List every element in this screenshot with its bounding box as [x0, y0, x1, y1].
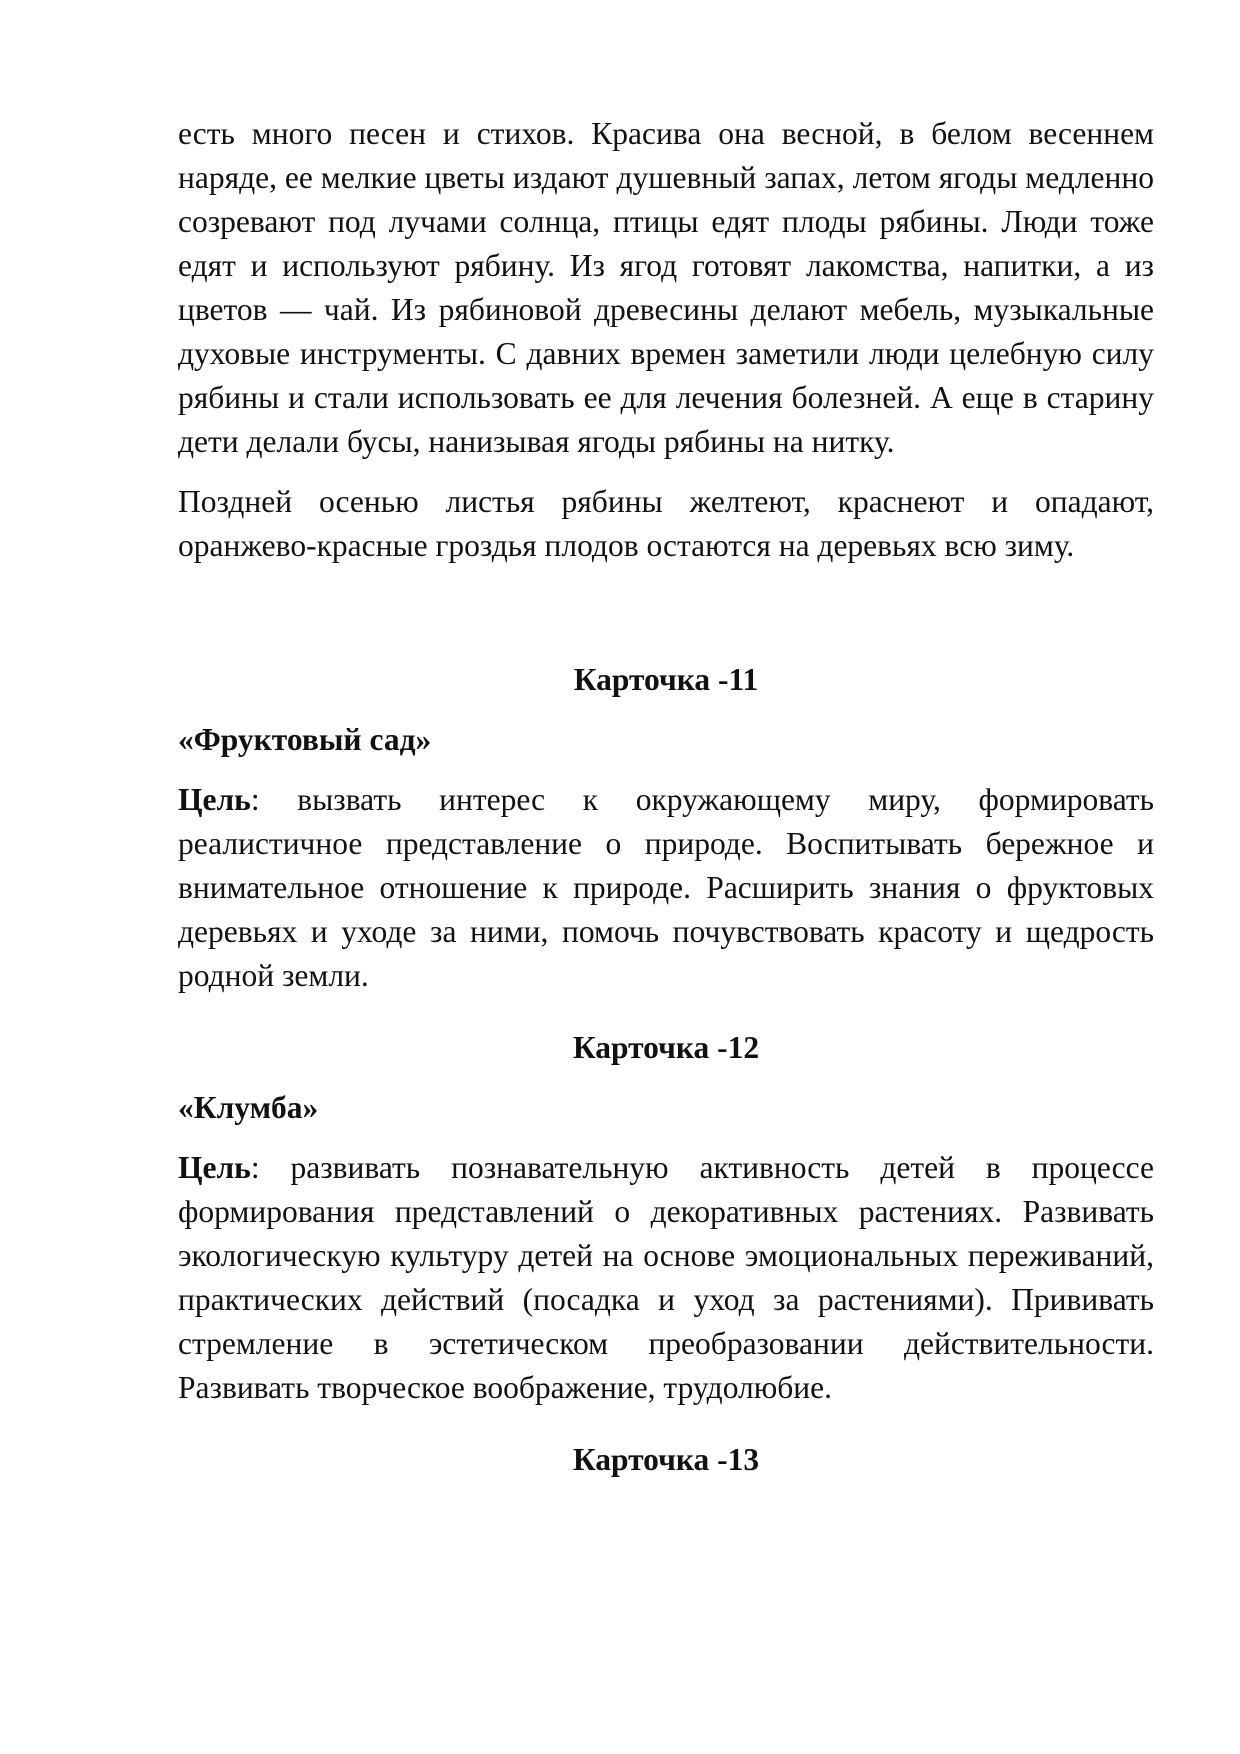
card-title: Карточка -13 — [572, 1442, 760, 1477]
card-goal — [178, 778, 1154, 998]
goal-text: : развивать познавательную активность детей в процессе формирования представлений о декоративных растениях. Развивать экологическую культуру детей на основе эмоциональных переживаний, практических действий (посадка и уход за растениями). Прививать стремление в эстетическом преобразовании действительности. Развивать творческое воображение, трудолюбие. — [178, 1150, 1154, 1405]
card-title: Карточка -12 — [572, 1030, 760, 1065]
intro-paragraph-2: Поздней осенью листья рябины желтеют, краснеют и опадают, оранжево-красные гроздья плодов остаются на деревьях всю зиму. — [178, 484, 1154, 563]
card-name: «Клумба» — [178, 1090, 319, 1125]
goal-label: Цель — [178, 1150, 251, 1185]
goal-label: Цель — [178, 782, 251, 817]
intro-paragraph-1: есть много песен и стихов. Красива она весной, в белом весеннем наряде, ее мелкие цветы издают душевный запах, летом ягоды медленно созревают под лучами солнца, птицы едят плоды рябины. Люди тоже едят и используют рябину. Из ягод готовят лакомства, напитки, а из цветов — чай. Из рябиновой древесины делают мебель, музыкальные духовые инструменты. С давних времен заметили люди целебную силу рябины и стали использовать ее для лечения болезней. А еще в старину дети делали бусы, нанизывая ягоды рябины на нитку. — [178, 116, 1154, 459]
card-goal — [178, 1146, 1154, 1410]
card-title: Карточка -11 — [573, 662, 759, 697]
card-12 — [178, 1026, 1154, 1410]
goal-text: : вызвать интерес к окружающему миру, формировать реалистичное представление о природе. Воспитывать бережное и внимательное отношение к природе. Расширить знания о фруктовых деревьях и уходе за ними, помочь почувствовать красоту и щедрость родной земли. — [178, 782, 1154, 993]
document-page — [178, 112, 1154, 1482]
card-13 — [178, 1438, 1154, 1482]
card-11 — [178, 658, 1154, 998]
card-name: «Фруктовый сад» — [178, 722, 432, 757]
